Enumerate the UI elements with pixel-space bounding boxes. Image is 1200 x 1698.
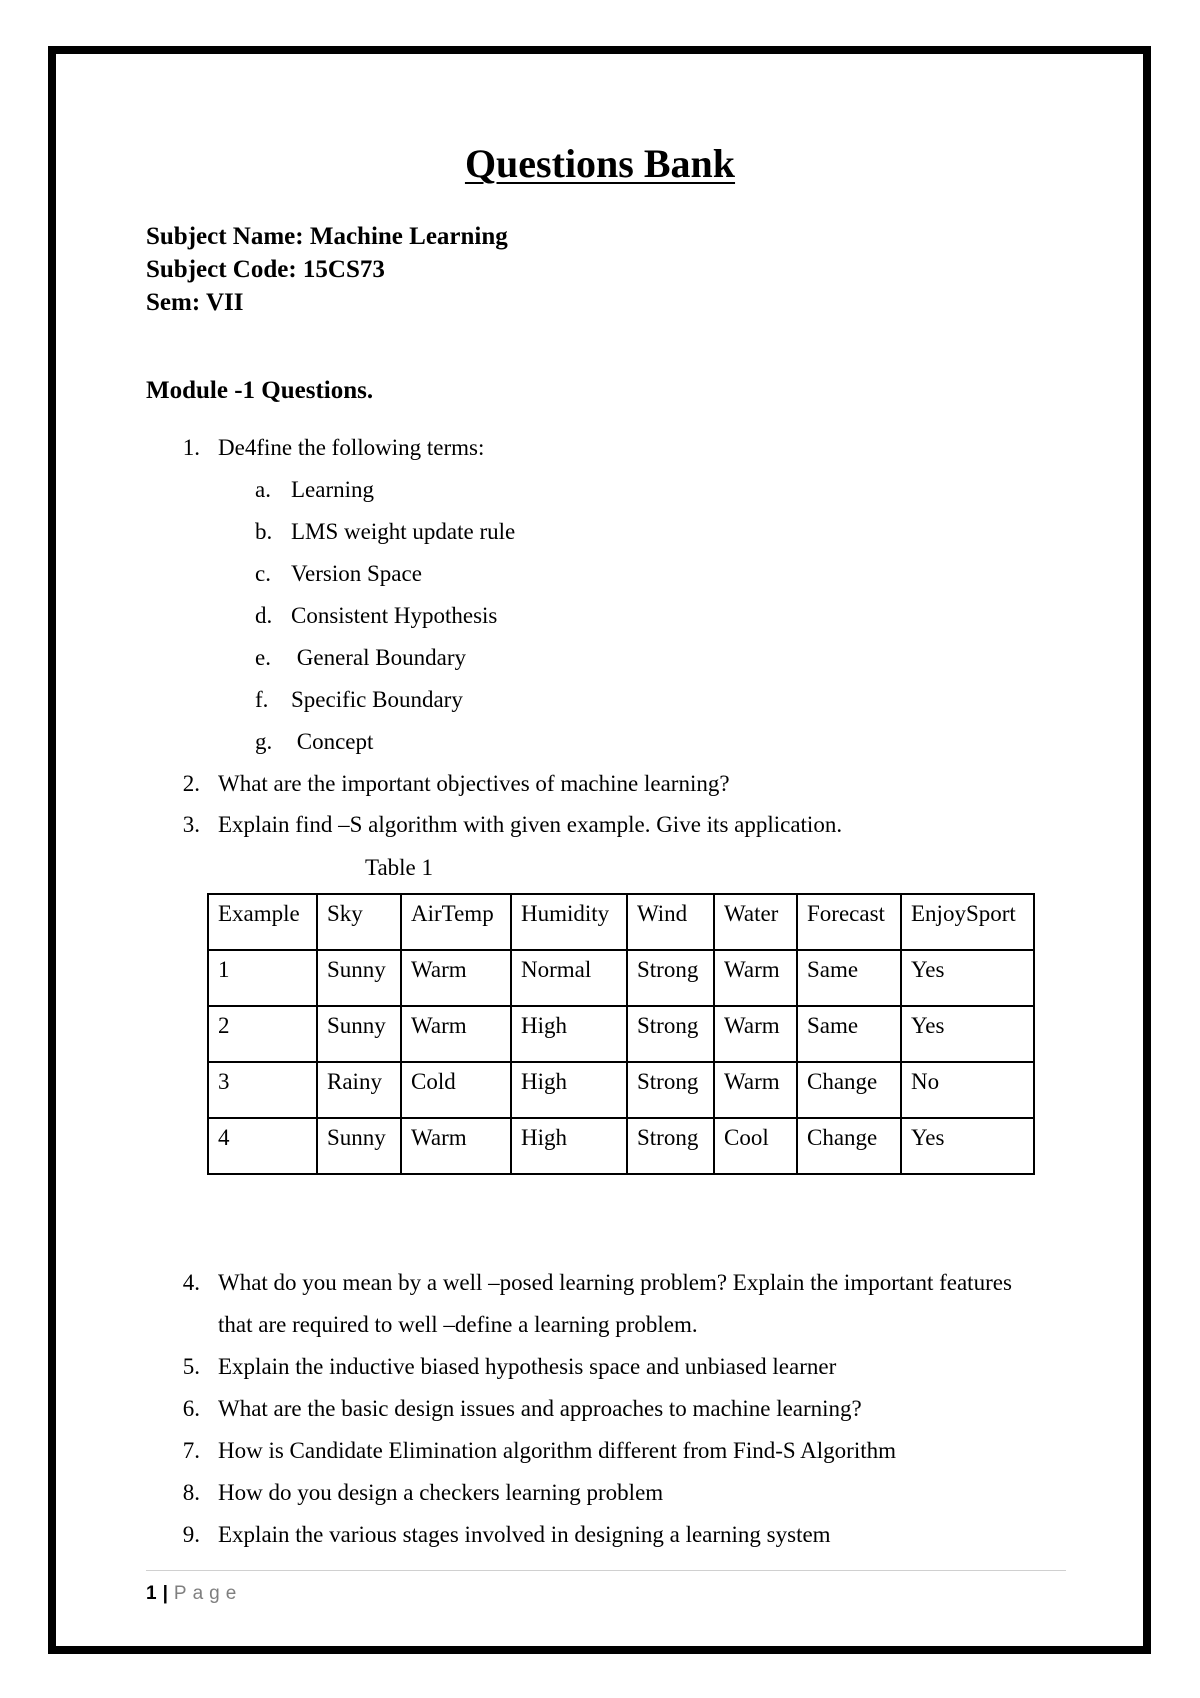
subitem-text: Specific Boundary (291, 687, 463, 712)
subitem-label: b. (255, 519, 273, 544)
subitem-label: d. (255, 603, 273, 628)
table-cell: Warm (401, 1006, 511, 1062)
subitem-label: a. (255, 477, 271, 502)
table-cell: Warm (401, 950, 511, 1006)
question-text: How do you design a checkers learning problem (218, 1480, 664, 1505)
table-cell: Strong (627, 1118, 714, 1174)
table-cell: Rainy (317, 1062, 401, 1118)
question-text: What do you mean by a well –posed learning problem? Explain the important features (218, 1270, 1012, 1295)
footer-divider (146, 1570, 1066, 1571)
table-cell: 3 (208, 1062, 317, 1118)
data-table (207, 893, 1035, 1175)
footer-separator: | (162, 1583, 168, 1604)
table-cell: Sunny (317, 950, 401, 1006)
question-number: 1. (182, 435, 200, 460)
question-text: What are the important objectives of machine learning? (218, 771, 730, 796)
table-cell: Yes (901, 1006, 1034, 1062)
table-cell: Warm (401, 1118, 511, 1174)
table-cell: No (901, 1062, 1034, 1118)
table-cell: 4 (208, 1118, 317, 1174)
question-text: Explain the inductive biased hypothesis space and unbiased learner (218, 1354, 837, 1379)
question-number: 7. (182, 1438, 200, 1463)
table-row (208, 1006, 1034, 1062)
table-cell: Cold (401, 1062, 511, 1118)
table-cell: Strong (627, 1006, 714, 1062)
question-text: De4fine the following terms: (218, 435, 485, 460)
table-row (208, 950, 1034, 1006)
subitem-label: e. (255, 645, 271, 670)
table-header-cell: Wind (627, 894, 714, 950)
page-label: Page (173, 1583, 243, 1604)
subject-code: Subject Code: 15CS73 (146, 256, 385, 283)
subitem-text: Consistent Hypothesis (291, 603, 498, 628)
table-cell: Strong (627, 950, 714, 1006)
table-cell: High (511, 1006, 627, 1062)
subject-name: Subject Name: Machine Learning (146, 223, 508, 250)
question-text: What are the basic design issues and approaches to machine learning? (218, 1396, 862, 1421)
question-number: 5. (182, 1354, 200, 1379)
table-cell: Change (797, 1062, 901, 1118)
question-number: 9. (182, 1522, 200, 1547)
subitem-label: c. (255, 561, 271, 586)
table-cell: Change (797, 1118, 901, 1174)
table-header-row (208, 894, 1034, 950)
subject-info (146, 220, 508, 319)
question-text: How is Candidate Elimination algorithm different from Find-S Algorithm (218, 1438, 896, 1463)
table-header-cell: Sky (317, 894, 401, 950)
question-number: 6. (182, 1396, 200, 1421)
table-cell: High (511, 1118, 627, 1174)
table-cell: Sunny (317, 1118, 401, 1174)
subitem-text: Learning (291, 477, 375, 502)
question-text-continued: that are required to well –define a learning problem. (218, 1312, 698, 1337)
table-cell: Warm (714, 1006, 797, 1062)
table-cell: 2 (208, 1006, 317, 1062)
table-cell: 1 (208, 950, 317, 1006)
table-caption: Table 1 (365, 855, 434, 880)
question-text: Explain the various stages involved in designing a learning system (218, 1522, 831, 1547)
subitem-text: General Boundary (291, 645, 466, 670)
table-header-cell: Water (714, 894, 797, 950)
table-cell: Strong (627, 1062, 714, 1118)
table-cell: Yes (901, 950, 1034, 1006)
page-footer (146, 1583, 242, 1605)
question-text: Explain find –S algorithm with given example. Give its application. (218, 812, 843, 837)
table-cell: Same (797, 950, 901, 1006)
table-cell: Warm (714, 950, 797, 1006)
semester: Sem: VII (146, 289, 244, 316)
table-header-cell: AirTemp (401, 894, 511, 950)
question-number: 3. (182, 812, 200, 837)
question-number: 2. (182, 771, 200, 796)
question-number: 8. (182, 1480, 200, 1505)
page-title: Questions Bank (464, 141, 736, 186)
table-cell: Same (797, 1006, 901, 1062)
subitem-text: Version Space (291, 561, 422, 586)
question-number: 4. (182, 1270, 200, 1295)
table-header-cell: EnjoySport (901, 894, 1034, 950)
table-header-cell: Humidity (511, 894, 627, 950)
module-heading: Module -1 Questions. (146, 377, 374, 404)
table-cell: Warm (714, 1062, 797, 1118)
table-cell: Normal (511, 950, 627, 1006)
table-row (208, 1062, 1034, 1118)
table-cell: Cool (714, 1118, 797, 1174)
table-header-cell: Example (208, 894, 317, 950)
table-cell: High (511, 1062, 627, 1118)
table-cell: Yes (901, 1118, 1034, 1174)
subitem-label: f. (255, 687, 269, 712)
subitem-text: Concept (291, 729, 374, 754)
table-header-cell: Forecast (797, 894, 901, 950)
subitem-text: LMS weight update rule (291, 519, 516, 544)
table-cell: Sunny (317, 1006, 401, 1062)
page-number: 1 (146, 1583, 157, 1604)
table-row (208, 1118, 1034, 1174)
subitem-label: g. (255, 729, 273, 754)
